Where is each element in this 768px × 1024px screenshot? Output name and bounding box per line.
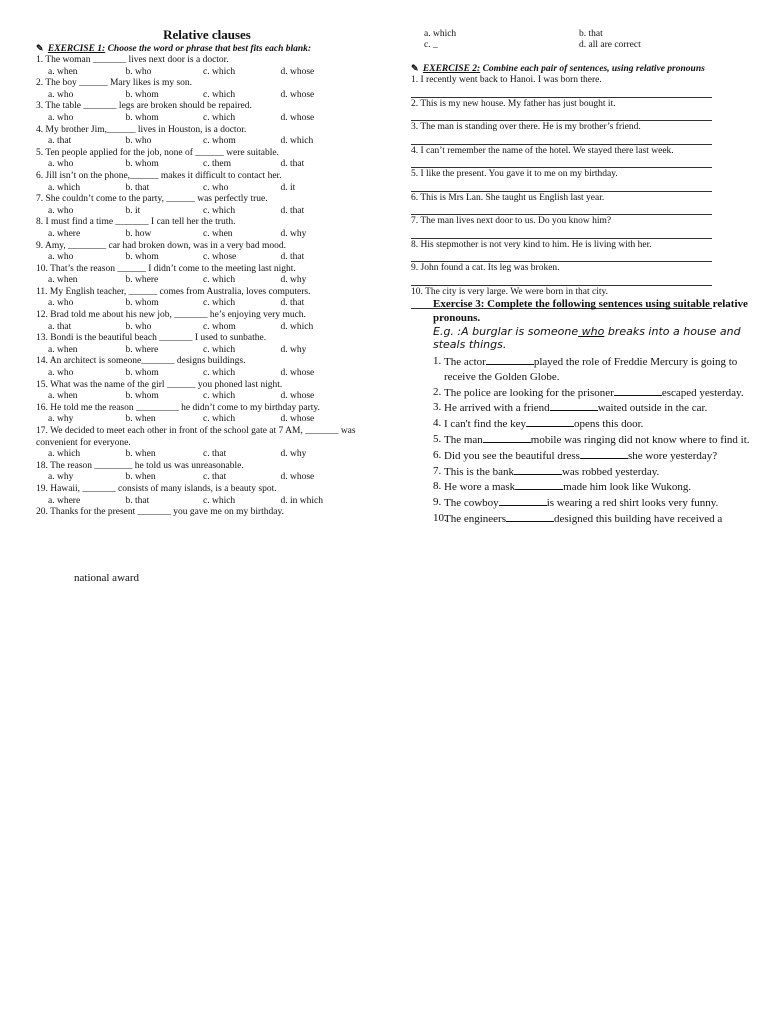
answer-blank[interactable] [515,479,563,490]
item-text [444,432,750,448]
combine-item: 7. The man lives next door to us. Do you know him? [411,216,612,226]
option[interactable]: a. where [48,495,81,506]
pencil-icon: ✎ [411,63,419,73]
item-text-before: The engineers [444,512,506,525]
item-number: 6. [433,448,442,461]
answer-blank[interactable] [483,432,531,443]
exercise-3-items [433,354,758,527]
footer-continuation: national award [74,572,140,584]
answer-line[interactable] [411,251,712,262]
option[interactable]: a. which [48,182,81,193]
combine-item: 8. His stepmother is not very kind to him. He is living with her. [411,239,652,250]
question-15: 15. What was the name of the girl ______ you phoned last night. [36,379,283,390]
option[interactable]: a. who [48,205,74,216]
fill-in-item [433,495,758,511]
option[interactable]: d. whose [280,112,315,123]
option[interactable]: a. which [48,449,81,460]
item-number: 2. [433,385,442,398]
exercise-2-heading [411,62,751,75]
option[interactable]: a. who [48,89,74,100]
combine-item: 2. This is my new house. My father has just bought it. [411,98,616,109]
answer-blank[interactable] [486,354,534,365]
option[interactable]: d. whose [280,414,315,425]
question-12: 12. Brad told me about his new job, _______ he’s enjoying very much. [36,310,306,321]
item-text-after: waited outside in the car. [597,402,708,415]
option[interactable]: c. them [203,159,231,170]
item-text-after: she wore yesterday? [627,449,718,462]
item-text-after: designed this building have received a [554,512,723,525]
option[interactable]: a. who [48,252,74,263]
option[interactable]: d. that [280,298,305,309]
option[interactable]: d. why [280,275,307,286]
answer-line[interactable] [411,110,712,121]
option[interactable]: b. it [125,205,141,216]
option[interactable]: a. where [48,228,81,239]
option[interactable]: d. whose [280,472,315,483]
question-6: 6. Jill isn’t on the phone,______ makes it difficult to contact her. [36,170,282,181]
option[interactable]: d. why [280,344,307,355]
exercise-2-label: EXERCISE 2: [422,64,481,74]
option[interactable]: b. how [125,228,152,239]
item-text-after: was robbed yesterday. [561,465,660,478]
fill-in-item [433,385,758,401]
item-text [444,464,659,480]
answer-line[interactable] [411,204,712,215]
option[interactable]: c. whose [203,252,237,263]
option[interactable]: b. where [125,344,159,355]
item-text-after: mobile was ringing did not know where to find it. [530,433,750,446]
option[interactable]: b. where [125,275,159,286]
question-3-options [36,113,386,125]
question-3: 3. The table _______ legs are broken should be repaired. [36,101,252,112]
option[interactable]: b. who [125,136,152,147]
question-9-options [36,252,386,264]
option[interactable]: a. who [48,298,74,309]
option[interactable]: c. which [203,205,236,216]
question-9: 9. Amy, ________ car had broken down, was in a very bad mood. [36,240,287,251]
item-text-after: played the role of Freddie Mercury is going to receive the Golden Globe. [444,356,738,383]
question-11: 11. My English teacher, ______ comes from Australia, loves computers. [36,286,311,297]
option[interactable]: c. which [203,89,236,100]
option[interactable]: d. it [280,182,296,193]
question-14: 14. An architect is someone_______ designs buildings. [36,356,246,367]
item-number: 7. [433,464,442,477]
exercise-1-heading [36,42,386,55]
question-13-options [36,345,386,357]
combine-item: 10. The city is very large. We were born in that city. [411,286,609,297]
option[interactable]: d. why [280,449,307,460]
answer-blank[interactable] [514,464,562,475]
option[interactable]: d. which [280,321,314,332]
fill-in-item [433,416,758,432]
question-5-options [36,159,386,171]
combine-item: 1. I recently went back to Hanoi. I was born there. [411,75,602,85]
question-4-options [36,136,386,148]
option[interactable]: c. which [203,495,236,506]
item-number: 9. [433,496,442,509]
exercise-3 [433,297,758,351]
option[interactable]: a. when [48,391,78,402]
item-number: 8. [433,480,442,493]
option[interactable]: d. whose [280,66,315,77]
item-text-before: The police are looking for the prisoner [444,386,614,399]
question-17-options [36,449,386,461]
combine-item: 6. This is Mrs Lan. She taught us English last year. [411,192,605,203]
combine-item: 9. John found a cat. Its leg was broken. [411,263,560,273]
fill-in-item [433,400,758,416]
question-10: 10. That’s the reason ______ I didn’t come to the meeting last night. [36,263,296,274]
option[interactable]: d. which [280,136,314,147]
question-8-options [36,229,386,241]
option[interactable]: c. which [203,298,236,309]
example-after: breaks into a house and steals things. [433,325,741,351]
option[interactable]: b. whom [125,89,159,100]
option[interactable]: c. which [203,368,236,379]
combine-item: 3. The man is standing over there. He is my brother’s friend. [411,122,641,132]
option[interactable]: c. that [203,449,227,460]
item-number: 5. [433,432,442,445]
answer-blank[interactable] [526,416,574,427]
item-text-before: The cowboy [444,497,499,510]
question-12-options [36,322,386,334]
option[interactable]: a. why [48,414,74,425]
question-2-options [36,90,386,102]
exercise-3-example [433,325,758,351]
option[interactable]: b. whom [125,159,159,170]
exercise-1-questions [36,55,386,519]
option[interactable]: b. that [125,495,150,506]
answer-blank[interactable] [506,511,554,522]
answer-blank[interactable] [614,385,662,396]
option[interactable]: d. whose [280,368,315,379]
question-7: 7. She couldn’t come to the party, ______ was perfectly true. [36,194,268,205]
fill-in-item [433,432,758,448]
question-10-options [36,275,386,287]
item-text [444,416,643,432]
answer-line[interactable] [411,275,712,286]
question-1-options [36,67,386,79]
item-number: 4. [433,417,442,430]
exercise-1 [36,42,386,519]
question-15-options [36,391,386,403]
option[interactable]: c. that [203,472,227,483]
answer-line[interactable] [411,228,712,239]
option[interactable]: c. who [203,182,229,193]
item-text-before: The man [444,433,483,446]
option[interactable]: d. that [280,205,305,216]
example-before: E.g. :A burglar is someone [433,325,579,338]
option[interactable]: d. that [280,159,305,170]
option[interactable]: b. when [125,449,156,460]
fill-in-item [433,511,758,527]
question-5: 5. Ten people applied for the job, none of ______ were suitable. [36,147,279,158]
option[interactable]: a. that [48,321,72,332]
option[interactable]: b. whom [125,298,159,309]
worksheet-title: Relative clauses [163,27,251,42]
option[interactable]: a. why [48,472,74,483]
option[interactable]: a. who [48,159,74,170]
fill-in-item [433,448,758,464]
option[interactable]: b. that [125,182,150,193]
option[interactable]: c. when [203,228,233,239]
option[interactable]: a. when [48,275,78,286]
item-text-before: I can't find the key [444,418,527,431]
item-text-before: He wore a mask [444,481,516,494]
option[interactable]: c. whom [203,136,236,147]
question-8: 8. I must find a time _______ I can tell her the truth. [36,217,236,228]
option[interactable]: b. whom [125,252,159,263]
item-number: 3. [433,401,442,414]
answer-blank[interactable] [499,495,547,506]
option-a: a. which [424,29,457,39]
option[interactable]: a. when [48,344,78,355]
option-c: c. _ [424,40,438,51]
item-text-after: made him look like Wukong. [563,481,692,494]
exercise-2-instruction: Combine each pair of sentences, using relative pronouns [482,64,705,74]
question-17: 17. We decided to meet each other in front of the school gate at 7 AM, _______ was convenient for everyone. [36,426,356,448]
option[interactable]: b. who [125,66,152,77]
option-b: b. that [579,29,603,39]
question-19: 19. Hawaii, _______ consists of many islands, is a beauty spot. [36,483,277,494]
option[interactable]: a. who [48,368,74,379]
option-d: d. all are correct [579,40,641,51]
option[interactable]: d. in which [280,495,323,506]
example-word: who [578,325,605,338]
option[interactable]: d. that [280,252,305,263]
fill-in-item [433,479,758,495]
item-text-before: He arrived with a friend [444,402,550,415]
exercise-2 [411,62,751,310]
question-16: 16. He told me the reason _________ he didn’t come to my birthday party. [36,402,320,413]
option[interactable]: c. whom [203,321,236,332]
question-11-options [36,298,386,310]
fill-in-item [433,464,758,480]
item-text [444,495,718,511]
option[interactable]: d. whose [280,391,315,402]
answer-line[interactable] [411,157,712,168]
option[interactable]: c. which [203,414,236,425]
item-text [444,385,744,401]
option[interactable]: b. who [125,321,152,332]
item-number: 10. [433,511,447,524]
question-4: 4. My brother Jim,______ lives in Houston, is a doctor. [36,124,247,135]
question-13: 13. Bondi is the beautiful beach _______ I used to sunbathe. [36,333,267,344]
item-text-after: is wearing a red shirt looks very funny. [546,497,719,510]
exercise-1-instruction: Choose the word or phrase that best fits each blank: [107,44,312,54]
item-text-after: opens this door. [574,418,644,431]
option[interactable]: c. which [203,112,236,123]
item-number: 1. [433,355,442,367]
option[interactable]: b. whom [125,391,159,402]
option[interactable]: b. whom [125,112,159,123]
question-6-options [36,183,386,195]
question-19-options [36,496,386,508]
exercise-2-items [411,75,751,309]
item-text-before: Did you see the beautiful dress [444,449,580,462]
question-16-options [36,414,386,426]
pencil-icon: ✎ [36,43,44,53]
combine-item: 4. I can’t remember the name of the hotel. We stayed there last week. [411,145,674,156]
option[interactable]: d. whose [280,89,315,100]
item-text-after: escaped yesterday. [661,386,744,399]
question-14-options [36,368,386,380]
answer-blank[interactable] [550,400,598,411]
question-1: 1. The woman _______ lives next door is a doctor. [36,55,229,65]
answer-blank[interactable] [580,448,628,459]
item-text [444,354,758,385]
option[interactable]: b. when [125,472,156,483]
option[interactable]: c. which [203,66,236,77]
answer-line[interactable] [411,87,712,98]
option[interactable]: b. when [125,414,156,425]
question-20-options [424,29,724,52]
question-18: 18. The reason ________ he told us was unreasonable. [36,460,244,471]
question-18-options [36,472,386,484]
option[interactable]: b. whom [125,368,159,379]
option[interactable]: c. which [203,275,236,286]
question-7-options [36,206,386,218]
question-2: 2. The boy ______ Mary likes is my son. [36,78,193,89]
fill-in-item [433,354,758,385]
option[interactable]: a. that [48,136,72,147]
question-20: 20. Thanks for the present _______ you gave me on my birthday. [36,507,285,518]
item-text [444,479,691,495]
combine-item: 5. I like the present. You gave it to me on my birthday. [411,169,618,179]
option[interactable]: a. when [48,66,78,77]
item-text [444,448,717,464]
option[interactable]: a. who [48,112,74,123]
answer-line[interactable] [411,134,712,145]
item-text [444,511,722,527]
option[interactable]: c. which [203,344,236,355]
answer-line[interactable] [411,181,712,192]
item-text-before: This is the bank [444,465,514,478]
item-text [444,400,707,416]
item-text-before: The actor [444,356,486,368]
option[interactable]: d. why [280,228,307,239]
option[interactable]: c. which [203,391,236,402]
exercise-1-label: EXERCISE 1: [47,44,106,54]
exercise-3-title: Exercise 3: Complete the following sentences using suitable relative pronouns. [433,298,748,324]
